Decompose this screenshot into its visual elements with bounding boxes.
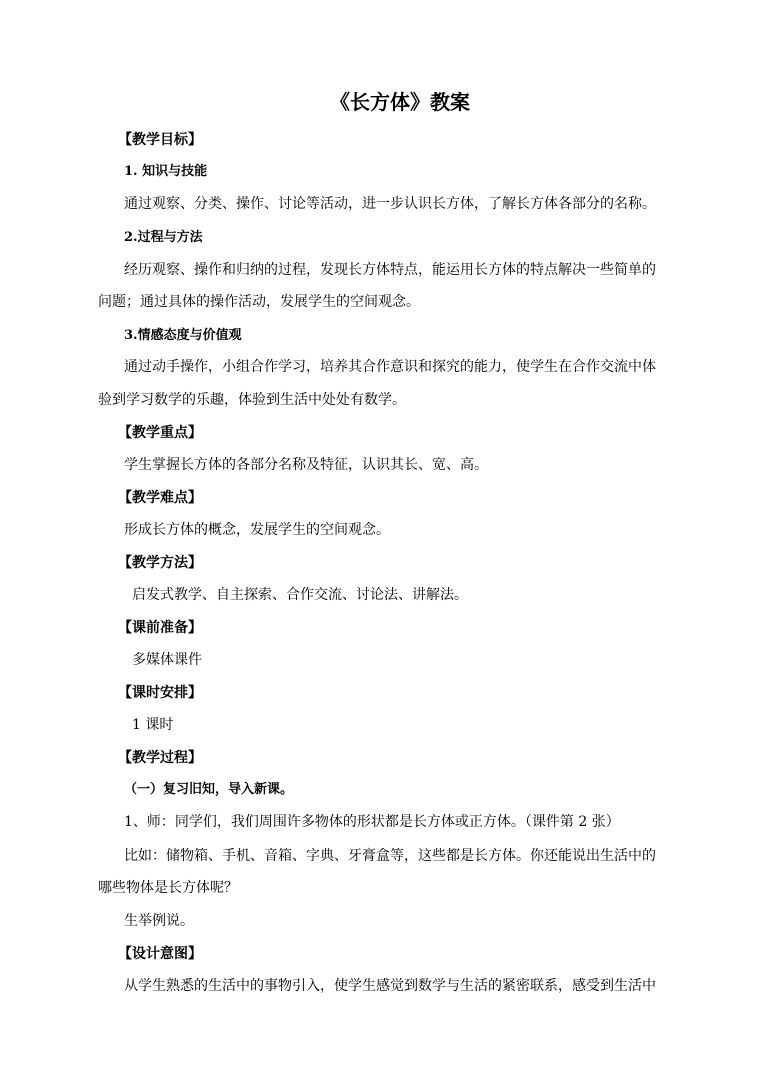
- process-methods-text-line2: 问题；通过具体的操作活动，发展学生的空间观念。: [98, 294, 420, 310]
- difficulties-heading: 【教学难点】: [118, 490, 202, 506]
- methods-heading: 【教学方法】: [118, 555, 202, 571]
- review-intro-heading: （一）复习旧知，导入新课。: [124, 782, 294, 797]
- design-intent-text-line1: 从学生熟悉的生活中的事物引入，使学生感觉到数学与生活的紧密联系，感受到生活中: [124, 978, 656, 994]
- preparation-heading: 【课前准备】: [118, 620, 202, 636]
- schedule-text: 1 课时: [132, 717, 174, 733]
- student-response-text: 生举例说。: [124, 913, 194, 929]
- teacher-item-1: 1、师：同学们，我们周围许多物体的形状都是长方体或正方体。（课件第 2 张）: [124, 814, 620, 830]
- key-points-text: 学生掌握长方体的各部分名称及特征，认识其长、宽、高。: [124, 457, 488, 473]
- key-points-heading: 【教学重点】: [118, 425, 202, 441]
- teaching-process-heading: 【教学过程】: [118, 750, 202, 766]
- objectives-heading: 【教学目标】: [118, 132, 202, 148]
- example-text-line1: 比如：储物箱、手机、音箱、字典、牙膏盒等，这些都是长方体。你还能说出生活中的: [124, 848, 656, 864]
- emotion-values-text-line1: 通过动手操作，小组合作学习，培养其合作意识和探究的能力，使学生在合作交流中体: [124, 359, 656, 375]
- emotion-values-heading: 3.情感态度与价值观: [124, 328, 242, 343]
- process-methods-heading: 2.过程与方法: [124, 230, 203, 245]
- knowledge-skills-text: 通过观察、分类、操作、讨论等活动，进一步认识长方体，了解长方体各部分的名称。: [124, 196, 656, 212]
- design-intent-heading: 【设计意图】: [118, 946, 202, 962]
- process-methods-text-line1: 经历观察、操作和归纳的过程，发现长方体特点，能运用长方体的特点解决一些简单的: [124, 262, 656, 278]
- example-text-line2: 哪些物体是长方体呢？: [98, 880, 238, 896]
- page-title: 《长方体》教案: [330, 90, 470, 114]
- methods-text: 启发式教学、自主探索、合作交流、讨论法、讲解法。: [132, 587, 468, 603]
- preparation-text: 多媒体课件: [132, 652, 202, 668]
- schedule-heading: 【课时安排】: [118, 685, 202, 701]
- knowledge-skills-heading: 1. 知识与技能: [124, 164, 208, 179]
- difficulties-text: 形成长方体的概念，发展学生的空间观念。: [124, 522, 390, 538]
- emotion-values-text-line2: 验到学习数学的乐趣，体验到生活中处处有数学。: [98, 392, 406, 408]
